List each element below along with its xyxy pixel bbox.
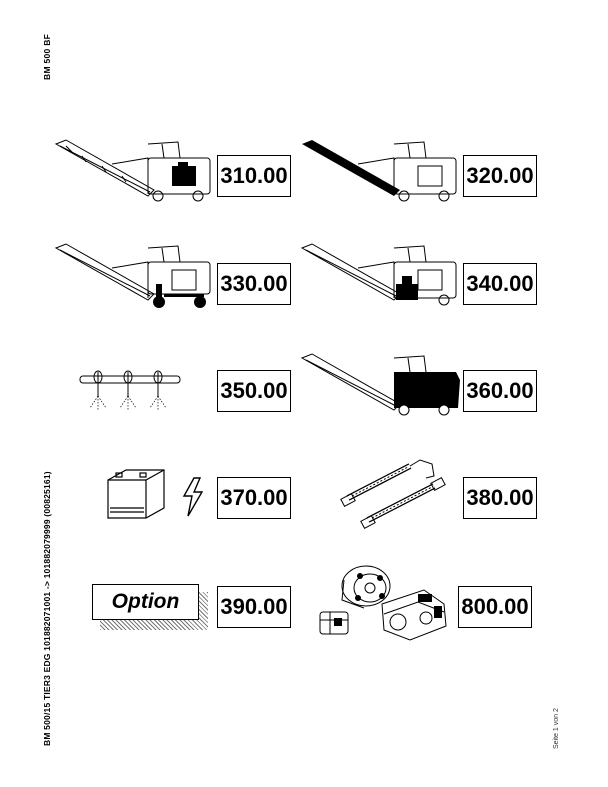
milling-machine-engine-highlight-icon[interactable] [52,136,216,206]
milling-machine-conveyor-highlight-icon[interactable] [298,136,462,206]
battery-electric-icon[interactable] [104,462,212,524]
option-text: Option [92,584,199,620]
hydraulic-hoses-icon[interactable] [338,452,456,530]
page-number: Seite 1 von 2 [553,708,560,749]
group-310-box[interactable]: 310.00 [217,155,291,197]
group-350-box[interactable]: 350.00 [217,370,291,412]
group-330-box[interactable]: 330.00 [217,263,291,305]
group-340-box[interactable]: 340.00 [463,263,537,305]
group-360-box[interactable]: 360.00 [463,370,537,412]
option-label[interactable] [92,584,212,630]
milling-machine-drum-highlight-icon[interactable] [298,240,462,310]
model-short-label: BM 500 BF [42,33,52,80]
water-spray-bar-icon[interactable] [76,366,186,412]
group-370-box[interactable]: 370.00 [217,477,291,519]
model-full-label: BM 500/15 TIER3 EDG 101882071001 -> 101882079999 (00825161) [42,471,52,746]
group-380-box[interactable]: 380.00 [463,477,537,519]
milling-machine-frame-highlight-icon[interactable] [298,350,462,416]
group-800-box[interactable]: 800.00 [458,586,532,628]
milling-machine-wheels-highlight-icon[interactable] [52,240,216,310]
group-320-box[interactable]: 320.00 [463,155,537,197]
hydraulic-pump-motor-icon[interactable] [314,560,456,646]
group-390-box[interactable]: 390.00 [217,586,291,628]
